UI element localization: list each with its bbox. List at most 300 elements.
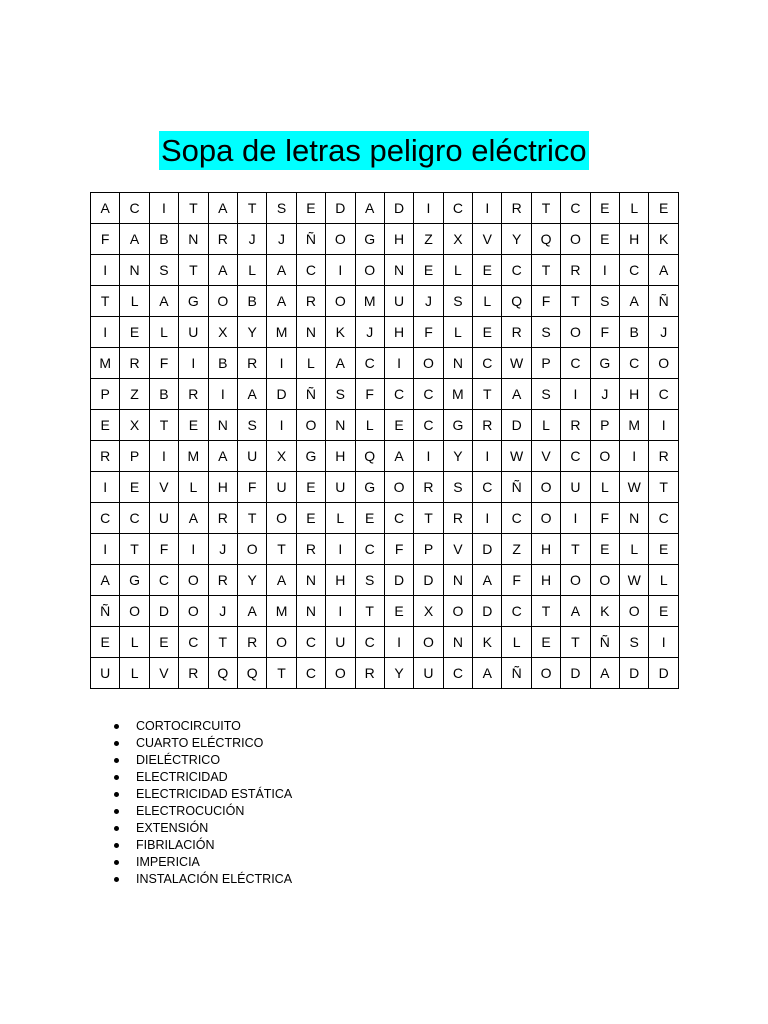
- grid-cell: W: [620, 472, 649, 503]
- grid-cell: E: [649, 596, 679, 627]
- grid-cell: C: [179, 627, 208, 658]
- grid-cell: A: [384, 441, 413, 472]
- grid-cell: E: [296, 503, 325, 534]
- grid-cell: C: [120, 503, 149, 534]
- grid-cell: C: [296, 627, 325, 658]
- grid-cell: O: [590, 441, 619, 472]
- grid-cell: F: [91, 224, 120, 255]
- grid-cell: T: [237, 193, 266, 224]
- grid-cell: N: [443, 627, 472, 658]
- grid-cell: H: [531, 565, 560, 596]
- word-label: EXTENSIÓN: [136, 821, 209, 835]
- grid-cell: A: [620, 286, 649, 317]
- grid-cell: T: [179, 255, 208, 286]
- grid-cell: I: [384, 348, 413, 379]
- grid-cell: Q: [502, 286, 531, 317]
- grid-cell: S: [443, 472, 472, 503]
- grid-cell: O: [531, 472, 560, 503]
- grid-cell: E: [355, 503, 384, 534]
- grid-cell: I: [91, 317, 120, 348]
- grid-cell: S: [355, 565, 384, 596]
- grid-cell: L: [296, 348, 325, 379]
- grid-cell: X: [267, 441, 296, 472]
- grid-cell: O: [326, 286, 355, 317]
- grid-cell: J: [208, 596, 237, 627]
- grid-cell: H: [531, 534, 560, 565]
- grid-cell: Ñ: [502, 658, 531, 689]
- grid-cell: D: [414, 565, 443, 596]
- grid-cell: L: [179, 472, 208, 503]
- grid-cell: C: [414, 379, 443, 410]
- grid-cell: L: [620, 534, 649, 565]
- grid-cell: C: [620, 348, 649, 379]
- grid-cell: L: [531, 410, 560, 441]
- grid-cell: B: [149, 224, 178, 255]
- grid-cell: R: [414, 472, 443, 503]
- word-label: ELECTRICIDAD: [136, 770, 228, 784]
- grid-cell: B: [208, 348, 237, 379]
- grid-cell: L: [620, 193, 649, 224]
- grid-cell: G: [443, 410, 472, 441]
- grid-cell: T: [267, 534, 296, 565]
- grid-cell: E: [149, 627, 178, 658]
- grid-cell: U: [237, 441, 266, 472]
- grid-cell: G: [355, 224, 384, 255]
- grid-cell: F: [355, 379, 384, 410]
- grid-cell: C: [384, 379, 413, 410]
- grid-cell: R: [120, 348, 149, 379]
- grid-cell: E: [590, 193, 619, 224]
- grid-cell: L: [590, 472, 619, 503]
- word-list-item: [114, 820, 292, 837]
- grid-row: [91, 627, 679, 658]
- grid-row: [91, 286, 679, 317]
- grid-cell: K: [473, 627, 502, 658]
- grid-cell: L: [149, 317, 178, 348]
- grid-row: [91, 565, 679, 596]
- grid-cell: Y: [384, 658, 413, 689]
- grid-cell: G: [179, 286, 208, 317]
- grid-cell: U: [91, 658, 120, 689]
- grid-cell: E: [473, 317, 502, 348]
- grid-cell: I: [149, 441, 178, 472]
- bullet-icon: [114, 877, 119, 882]
- grid-cell: A: [237, 596, 266, 627]
- grid-cell: V: [149, 472, 178, 503]
- grid-cell: Ñ: [296, 224, 325, 255]
- grid-cell: Q: [531, 224, 560, 255]
- word-list-item: [114, 718, 292, 735]
- grid-cell: T: [355, 596, 384, 627]
- word-list-item: [114, 871, 292, 888]
- grid-cell: J: [208, 534, 237, 565]
- word-label: CUARTO ELÉCTRICO: [136, 736, 264, 750]
- grid-cell: J: [414, 286, 443, 317]
- grid-cell: V: [531, 441, 560, 472]
- grid-cell: Ñ: [590, 627, 619, 658]
- word-list-item: [114, 854, 292, 871]
- grid-cell: O: [326, 658, 355, 689]
- grid-row: [91, 658, 679, 689]
- grid-cell: D: [384, 565, 413, 596]
- grid-cell: C: [149, 565, 178, 596]
- grid-cell: D: [473, 534, 502, 565]
- grid-cell: I: [179, 348, 208, 379]
- grid-cell: I: [267, 410, 296, 441]
- grid-cell: O: [531, 658, 560, 689]
- grid-cell: F: [590, 317, 619, 348]
- grid-cell: D: [561, 658, 590, 689]
- grid-cell: C: [355, 534, 384, 565]
- grid-cell: T: [179, 193, 208, 224]
- grid-cell: O: [267, 503, 296, 534]
- grid-cell: A: [326, 348, 355, 379]
- grid-cell: E: [91, 627, 120, 658]
- grid-cell: H: [384, 317, 413, 348]
- grid-cell: N: [443, 348, 472, 379]
- grid-cell: T: [531, 255, 560, 286]
- grid-cell: F: [237, 472, 266, 503]
- grid-cell: C: [649, 379, 679, 410]
- grid-cell: O: [414, 348, 443, 379]
- word-label: ELECTRICIDAD ESTÁTICA: [136, 787, 293, 801]
- grid-cell: I: [473, 503, 502, 534]
- grid-cell: Ñ: [91, 596, 120, 627]
- grid-row: [91, 596, 679, 627]
- grid-cell: T: [531, 193, 560, 224]
- grid-cell: N: [384, 255, 413, 286]
- grid-cell: R: [208, 503, 237, 534]
- grid-cell: R: [296, 534, 325, 565]
- grid-cell: L: [237, 255, 266, 286]
- grid-cell: N: [296, 596, 325, 627]
- bullet-icon: [114, 809, 119, 814]
- grid-cell: I: [620, 441, 649, 472]
- grid-cell: N: [326, 410, 355, 441]
- grid-cell: C: [296, 658, 325, 689]
- word-list-item: [114, 837, 292, 854]
- grid-cell: C: [91, 503, 120, 534]
- grid-cell: E: [649, 534, 679, 565]
- grid-cell: C: [120, 193, 149, 224]
- grid-cell: I: [149, 193, 178, 224]
- grid-cell: N: [120, 255, 149, 286]
- word-label: IMPERICIA: [136, 855, 200, 869]
- grid-cell: E: [179, 410, 208, 441]
- grid-cell: J: [590, 379, 619, 410]
- grid-row: [91, 472, 679, 503]
- grid-cell: A: [355, 193, 384, 224]
- grid-cell: O: [267, 627, 296, 658]
- grid-cell: A: [267, 565, 296, 596]
- grid-cell: G: [355, 472, 384, 503]
- grid-cell: L: [443, 317, 472, 348]
- grid-cell: H: [326, 441, 355, 472]
- grid-cell: E: [91, 410, 120, 441]
- grid-cell: I: [473, 441, 502, 472]
- grid-cell: M: [443, 379, 472, 410]
- grid-cell: R: [91, 441, 120, 472]
- grid-cell: C: [473, 472, 502, 503]
- grid-cell: R: [649, 441, 679, 472]
- grid-cell: R: [208, 224, 237, 255]
- grid-cell: R: [443, 503, 472, 534]
- grid-cell: S: [326, 379, 355, 410]
- grid-cell: E: [649, 193, 679, 224]
- grid-cell: A: [267, 286, 296, 317]
- grid-cell: P: [590, 410, 619, 441]
- grid-cell: O: [179, 565, 208, 596]
- grid-cell: P: [414, 534, 443, 565]
- grid-cell: A: [561, 596, 590, 627]
- grid-cell: U: [267, 472, 296, 503]
- word-search-grid: [90, 192, 679, 689]
- grid-cell: C: [620, 255, 649, 286]
- grid-cell: R: [355, 658, 384, 689]
- grid-cell: E: [590, 534, 619, 565]
- grid-cell: X: [414, 596, 443, 627]
- grid-cell: F: [384, 534, 413, 565]
- grid-cell: R: [179, 658, 208, 689]
- grid-cell: S: [267, 193, 296, 224]
- grid-cell: N: [443, 565, 472, 596]
- grid-cell: J: [267, 224, 296, 255]
- grid-cell: R: [502, 317, 531, 348]
- grid-row: [91, 503, 679, 534]
- grid-cell: A: [649, 255, 679, 286]
- grid-cell: A: [179, 503, 208, 534]
- grid-cell: U: [414, 658, 443, 689]
- grid-cell: L: [120, 658, 149, 689]
- grid-cell: C: [414, 410, 443, 441]
- grid-cell: R: [237, 348, 266, 379]
- grid-cell: L: [326, 503, 355, 534]
- grid-cell: O: [620, 596, 649, 627]
- grid-cell: B: [620, 317, 649, 348]
- grid-cell: A: [473, 565, 502, 596]
- grid-cell: Y: [443, 441, 472, 472]
- grid-cell: M: [91, 348, 120, 379]
- grid-cell: C: [384, 503, 413, 534]
- grid-cell: E: [414, 255, 443, 286]
- grid-cell: U: [326, 472, 355, 503]
- bullet-icon: [114, 775, 119, 780]
- grid-cell: Y: [502, 224, 531, 255]
- bullet-icon: [114, 843, 119, 848]
- grid-row: [91, 317, 679, 348]
- grid-cell: Y: [237, 317, 266, 348]
- grid-cell: E: [384, 410, 413, 441]
- grid-cell: Q: [237, 658, 266, 689]
- grid-cell: S: [590, 286, 619, 317]
- grid-cell: I: [473, 193, 502, 224]
- grid-cell: J: [355, 317, 384, 348]
- grid-cell: O: [443, 596, 472, 627]
- word-list-item: [114, 769, 292, 786]
- grid-cell: O: [414, 627, 443, 658]
- grid-cell: C: [502, 503, 531, 534]
- grid-cell: D: [267, 379, 296, 410]
- grid-cell: H: [620, 379, 649, 410]
- grid-cell: L: [473, 286, 502, 317]
- grid-row: [91, 348, 679, 379]
- word-list-item: [114, 803, 292, 820]
- grid-cell: I: [384, 627, 413, 658]
- grid-cell: I: [179, 534, 208, 565]
- grid-cell: R: [237, 627, 266, 658]
- grid-cell: A: [208, 193, 237, 224]
- grid-cell: R: [502, 193, 531, 224]
- grid-cell: I: [326, 596, 355, 627]
- grid-cell: A: [149, 286, 178, 317]
- grid-cell: R: [561, 255, 590, 286]
- grid-cell: D: [502, 410, 531, 441]
- grid-cell: T: [473, 379, 502, 410]
- grid-cell: Z: [414, 224, 443, 255]
- grid-cell: R: [208, 565, 237, 596]
- grid-row: [91, 534, 679, 565]
- grid-cell: M: [267, 596, 296, 627]
- grid-cell: H: [620, 224, 649, 255]
- grid-cell: F: [149, 348, 178, 379]
- grid-cell: O: [561, 565, 590, 596]
- grid-cell: W: [620, 565, 649, 596]
- grid-cell: Ñ: [502, 472, 531, 503]
- grid-cell: C: [561, 348, 590, 379]
- grid-cell: M: [179, 441, 208, 472]
- grid-cell: T: [120, 534, 149, 565]
- grid-cell: C: [561, 193, 590, 224]
- grid-cell: G: [120, 565, 149, 596]
- grid-cell: H: [384, 224, 413, 255]
- grid-cell: S: [149, 255, 178, 286]
- grid-cell: E: [384, 596, 413, 627]
- grid-cell: I: [414, 193, 443, 224]
- grid-cell: C: [296, 255, 325, 286]
- grid-cell: P: [531, 348, 560, 379]
- grid-cell: A: [473, 658, 502, 689]
- grid-cell: N: [208, 410, 237, 441]
- grid-cell: S: [237, 410, 266, 441]
- grid-cell: E: [120, 472, 149, 503]
- grid-row: [91, 379, 679, 410]
- word-label: DIELÉCTRICO: [136, 753, 221, 767]
- grid-cell: T: [208, 627, 237, 658]
- grid-cell: T: [237, 503, 266, 534]
- grid-cell: C: [443, 193, 472, 224]
- grid-cell: U: [179, 317, 208, 348]
- grid-cell: C: [443, 658, 472, 689]
- bullet-icon: [114, 758, 119, 763]
- grid-cell: I: [326, 534, 355, 565]
- grid-cell: I: [649, 410, 679, 441]
- grid-cell: Ñ: [649, 286, 679, 317]
- bullet-icon: [114, 826, 119, 831]
- grid-cell: I: [91, 255, 120, 286]
- grid-cell: O: [531, 503, 560, 534]
- grid-cell: O: [355, 255, 384, 286]
- grid-row: [91, 255, 679, 286]
- grid-cell: I: [561, 379, 590, 410]
- grid-cell: Q: [208, 658, 237, 689]
- grid-cell: C: [502, 255, 531, 286]
- grid-cell: D: [326, 193, 355, 224]
- grid-cell: X: [443, 224, 472, 255]
- grid-cell: Y: [237, 565, 266, 596]
- grid-cell: U: [561, 472, 590, 503]
- grid-cell: I: [414, 441, 443, 472]
- grid-cell: V: [149, 658, 178, 689]
- grid-cell: A: [208, 255, 237, 286]
- grid-cell: G: [296, 441, 325, 472]
- grid-cell: M: [620, 410, 649, 441]
- grid-cell: Z: [502, 534, 531, 565]
- grid-cell: L: [502, 627, 531, 658]
- grid-cell: D: [384, 193, 413, 224]
- grid-cell: E: [120, 317, 149, 348]
- grid-cell: C: [473, 348, 502, 379]
- grid-cell: E: [296, 472, 325, 503]
- grid-cell: L: [649, 565, 679, 596]
- grid-cell: P: [91, 379, 120, 410]
- grid-cell: G: [590, 348, 619, 379]
- grid-cell: W: [502, 348, 531, 379]
- grid-cell: E: [531, 627, 560, 658]
- grid-cell: M: [267, 317, 296, 348]
- word-label: FIBRILACIÓN: [136, 838, 215, 852]
- grid-cell: O: [326, 224, 355, 255]
- grid-cell: T: [91, 286, 120, 317]
- grid-cell: X: [120, 410, 149, 441]
- grid-cell: K: [590, 596, 619, 627]
- grid-cell: X: [208, 317, 237, 348]
- grid-cell: I: [208, 379, 237, 410]
- grid-cell: O: [208, 286, 237, 317]
- grid-cell: J: [237, 224, 266, 255]
- grid-cell: O: [561, 317, 590, 348]
- bullet-icon: [114, 741, 119, 746]
- grid-cell: Q: [355, 441, 384, 472]
- grid-cell: E: [473, 255, 502, 286]
- grid-cell: I: [649, 627, 679, 658]
- grid-cell: P: [120, 441, 149, 472]
- grid-cell: A: [208, 441, 237, 472]
- grid-cell: Z: [120, 379, 149, 410]
- word-list-item: [114, 786, 292, 803]
- grid-cell: R: [179, 379, 208, 410]
- grid-row: [91, 410, 679, 441]
- grid-cell: O: [590, 565, 619, 596]
- grid-cell: S: [531, 317, 560, 348]
- grid-cell: B: [237, 286, 266, 317]
- grid-cell: E: [296, 193, 325, 224]
- grid-cell: A: [237, 379, 266, 410]
- bullet-icon: [114, 792, 119, 797]
- grid-cell: C: [502, 596, 531, 627]
- grid-cell: L: [120, 286, 149, 317]
- grid-cell: T: [561, 534, 590, 565]
- grid-cell: D: [149, 596, 178, 627]
- grid-cell: T: [531, 596, 560, 627]
- grid-cell: D: [473, 596, 502, 627]
- grid-cell: R: [473, 410, 502, 441]
- grid-cell: A: [91, 565, 120, 596]
- grid-cell: A: [120, 224, 149, 255]
- grid-cell: Ñ: [296, 379, 325, 410]
- grid-cell: J: [649, 317, 679, 348]
- grid-cell: F: [590, 503, 619, 534]
- grid-cell: I: [91, 534, 120, 565]
